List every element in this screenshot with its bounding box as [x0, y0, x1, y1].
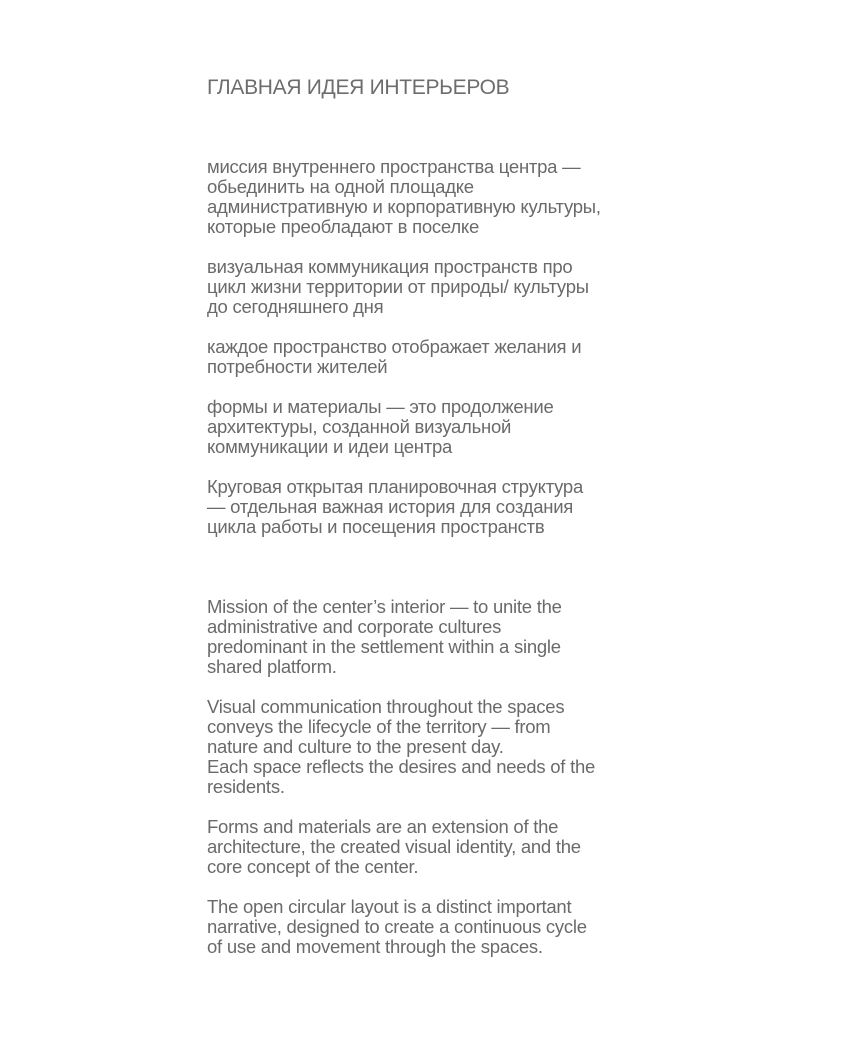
en-paragraph-visual-communication: Visual communication throughout the spaces conveys the lifecycle of the territory — from nature and culture to the present day. Each space reflects the desires and needs of the residents. — [207, 696, 596, 797]
ru-paragraph-visual-communication: визуальная коммуникация пространств про цикл жизни территории от природы/ культуры до сегодняшнего дня — [207, 256, 589, 317]
russian-text-block — [207, 157, 677, 557]
en-paragraph-mission: Mission of the center’s interior — to unite the administrative and corporate cultures predominant in the settlement within a single shared platform. — [207, 596, 562, 677]
ru-paragraph-forms-materials: формы и материалы — это продолжение архитектуры, созданной визуальной коммуникации и идеи центра — [207, 396, 554, 457]
ru-paragraph-desires: каждое пространство отображает желания и потребности жителей — [207, 336, 582, 377]
en-paragraph-forms-materials: Forms and materials are an extension of the architecture, the created visual identity, and the core concept of the center. — [207, 816, 581, 877]
ru-paragraph-circular-layout: Круговая открытая планировочная структура — отдельная важная история для создания цикла работы и посещения пространств — [207, 476, 583, 537]
en-paragraph-circular-layout: The open circular layout is a distinct important narrative, designed to create a continuous cycle of use and movement through the spaces. — [207, 896, 587, 957]
page-title: ГЛАВНАЯ ИДЕЯ ИНТЕРЬЕРОВ — [207, 76, 510, 99]
ru-paragraph-mission: миссия внутреннего пространства центра — обьединить на одной площадке административную и корпоративную культуры, которые преобладают в поселке — [207, 156, 601, 237]
english-text-block — [207, 597, 677, 977]
